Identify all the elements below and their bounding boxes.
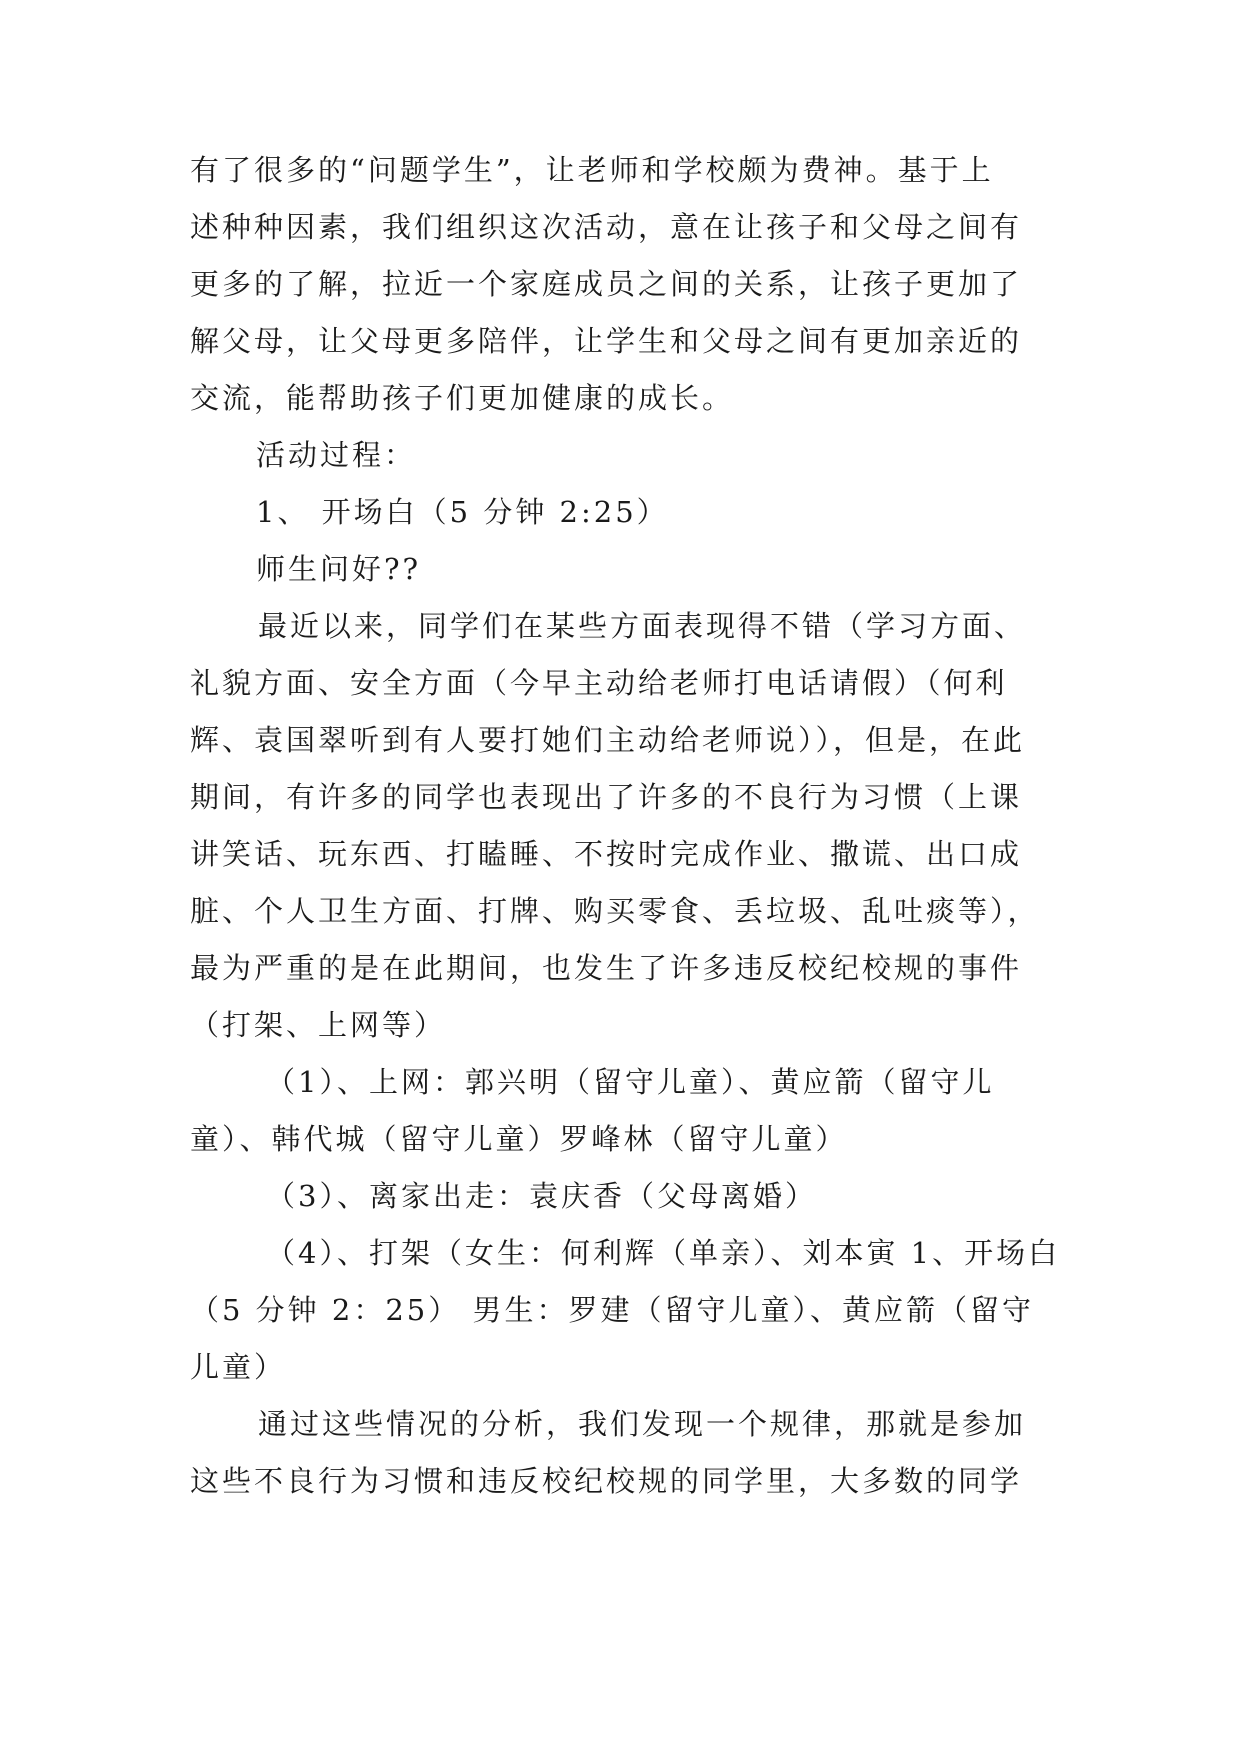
paragraph-line: 讲笑话、玩东西、打瞌睡、不按时完成作业、撒谎、出口成 <box>190 837 1023 871</box>
paragraph-line: （5 分钟 2：25） 男生：罗建（留守儿童）、黄应箭（留守 <box>190 1293 1034 1327</box>
paragraph-line: 童）、韩代城（留守儿童）罗峰林（留守儿童） <box>190 1122 848 1156</box>
paragraph-line: 这些不良行为习惯和违反校纪校规的同学里，大多数的同学 <box>190 1464 1023 1498</box>
paragraph-line: 交流，能帮助孩子们更加健康的成长。 <box>190 381 735 415</box>
paragraph-line: （打架、上网等） <box>190 1008 447 1042</box>
paragraph-line: 最近以来，同学们在某些方面表现得不错（学习方面、 <box>258 609 1027 643</box>
paragraph-line: 礼貌方面、安全方面（今早主动给老师打电话请假）（何利 <box>190 666 1008 700</box>
paragraph-line: 更多的了解，拉近一个家庭成员之间的关系，让孩子更加了 <box>190 267 1023 301</box>
list-item: （3）、离家出走：袁庆香（父母离婚） <box>266 1179 817 1213</box>
paragraph-line: 解父母，让父母更多陪伴，让学生和父母之间有更加亲近的 <box>190 324 1023 358</box>
section-heading: 活动过程： <box>256 438 417 472</box>
list-item-heading: 1、 开场白（5 分钟 2:25） <box>256 495 669 529</box>
paragraph-line: 师生问好?? <box>256 552 422 586</box>
list-item: （4）、打架（女生：何利辉（单亲）、刘本寅 1、开场白 <box>266 1236 1061 1270</box>
paragraph-line: 期间，有许多的同学也表现出了许多的不良行为习惯（上课 <box>190 780 1023 814</box>
paragraph-line: 辉、袁国翠听到有人要打她们主动给老师说）），但是，在此 <box>190 723 1026 757</box>
paragraph-line: 述种种因素，我们组织这次活动，意在让孩子和父母之间有 <box>190 210 1023 244</box>
paragraph-line: 有了很多的“问题学生”，让老师和学校颇为费神。基于上 <box>190 153 994 187</box>
paragraph-line: 通过这些情况的分析，我们发现一个规律，那就是参加 <box>258 1407 1027 1441</box>
list-item: （1）、上网：郭兴明（留守儿童）、黄应箭（留守儿 <box>266 1065 995 1099</box>
paragraph-line: 脏、个人卫生方面、打牌、购买零食、丢垃圾、乱吐痰等）， <box>190 894 1040 928</box>
paragraph-line: 儿童） <box>190 1350 287 1384</box>
paragraph-line: 最为严重的是在此期间，也发生了许多违反校纪校规的事件 <box>190 951 1023 985</box>
